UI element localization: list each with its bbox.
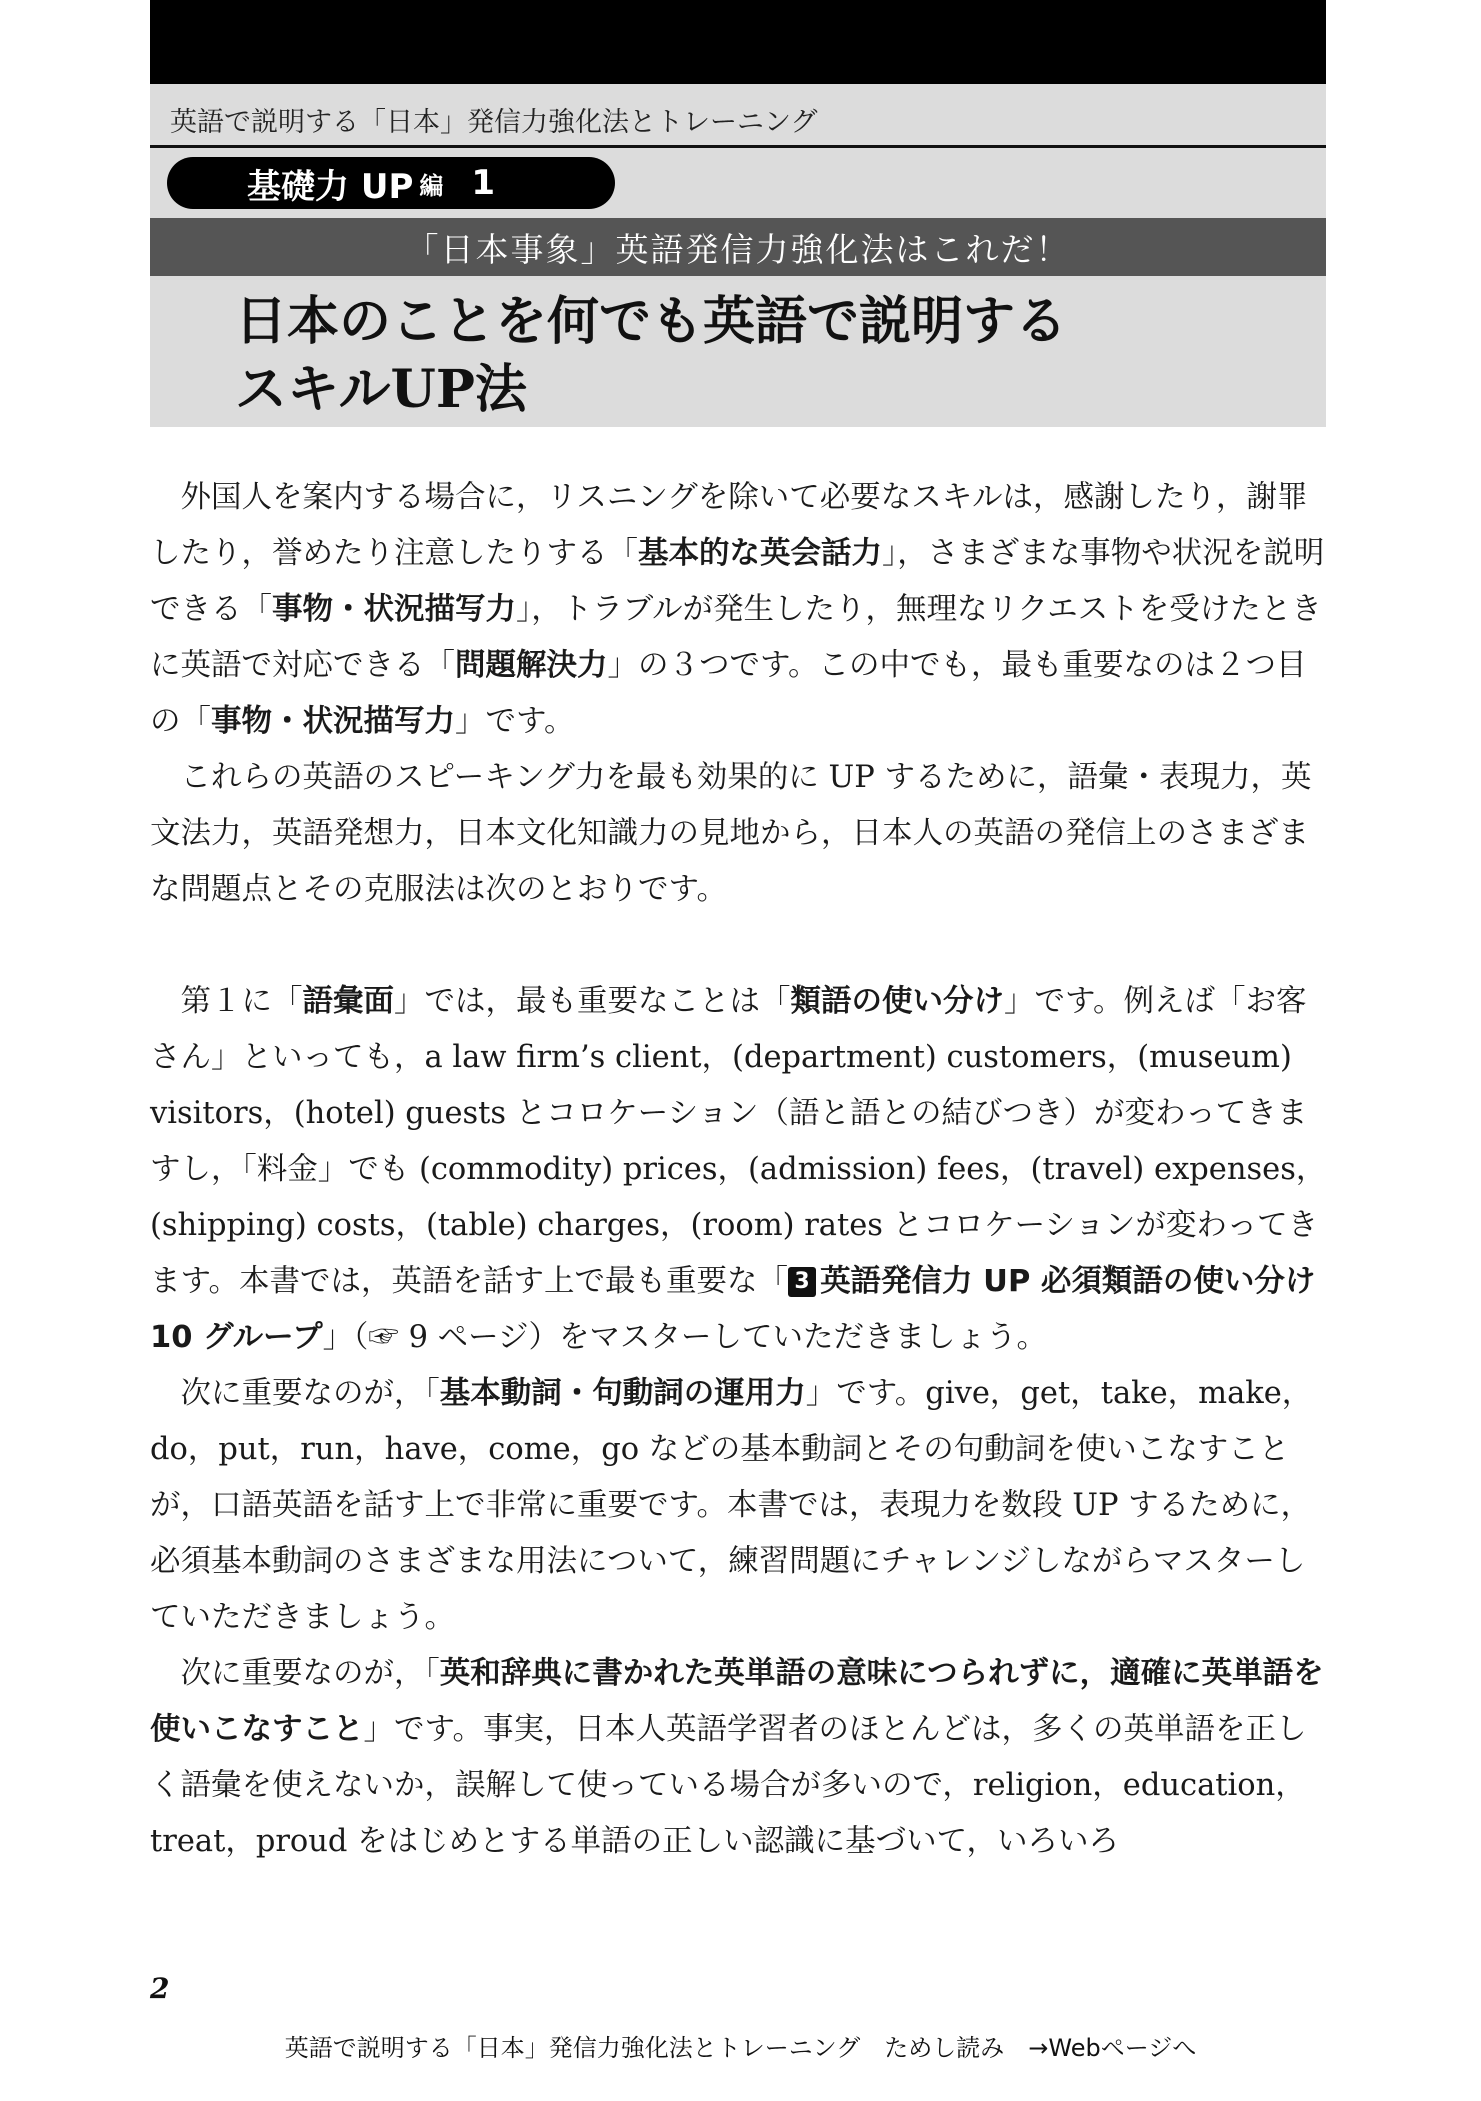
chapter-label: 基礎力 UP: [247, 166, 414, 207]
number-badge-icon: 3: [788, 1267, 816, 1297]
chapter-number: 1: [471, 163, 496, 203]
paragraph-5: [150, 1646, 1328, 1870]
text-run: 」（☞ 9 ページ）をマスターしていただきましょう。: [322, 1320, 1048, 1355]
emphasis-text: 問題解決力: [455, 648, 608, 683]
emphasis-text: 基本動詞・句動詞の運用力: [439, 1376, 806, 1411]
emphasis-text: 英語発信力 UP 必須類語の使い分け 10 グループ: [150, 1264, 1316, 1355]
text-run: 外国人を案内する場合に，リスニングを除いて必要なスキルは，感謝したり，謝罪したり，誉めたり注意したりする「: [150, 480, 1308, 571]
page-title-line-1: 日本のことを何でも英語で説明する: [235, 291, 1068, 352]
emphasis-text: 類語の使い分け: [790, 984, 1004, 1019]
paragraph-4: [150, 1366, 1328, 1646]
emphasis-text: 語彙面: [302, 984, 394, 1019]
text-run: 」です。事実，日本人英語学習者のほとんどは，多くの英単語を正しく語彙を使えないか，誤解して使っている場合が多いので，religion，education，treat，proud をはじめとする単語の正しい認識に基づいて，いろいろ: [150, 1712, 1307, 1859]
text-run: 次に重要なのが，「: [180, 1656, 440, 1691]
text-run: 」の３つです。この中でも，最も重要なのは２つ目の「: [150, 648, 1307, 739]
paragraph-2: これらの英語のスピーキング力を最も効果的に UP するために，語彙・表現力，英文法力，英語発想力，日本文化知識力の見地から，日本人の英語の発信上のさまざまな問題点とその克服法は次のとおりです。: [150, 760, 1312, 907]
chapter-badge: [167, 157, 615, 209]
page-title: [235, 288, 1067, 424]
emphasis-text: 英和辞典に書かれた英単語の意味につられずに，適確に英単語を使いこなすこと: [150, 1656, 1324, 1747]
text-run: 」です。例えば「お客さん」といっても，a law firm’s client，(department) customers，(museum) visitors，(hotel) guests とコロケーション（語と語との結びつき）が変わってきますし，「料金」でも (commodity) prices，(admission) fees，(travel) expenses，(shipping) costs，(table) charges，(room) rates とコロケーションが変わってきます。本書では，英語を話す上で最も重要な「: [150, 984, 1327, 1299]
text-run: 次に重要なのが，「: [180, 1376, 440, 1411]
section-subtitle: 「日本事象」英語発信力強化法はこれだ！: [150, 218, 1326, 276]
chapter-suffix: 編: [419, 171, 444, 200]
paragraph-1: [150, 470, 1328, 750]
web-page-link[interactable]: 英語で説明する「日本」発信力強化法とトレーニング ためし読み →Webページへ: [284, 2034, 1197, 2062]
paragraph-3: [150, 974, 1328, 1366]
header-divider: [150, 145, 1326, 148]
page-number: 2: [150, 1972, 170, 2005]
text-run: 」では，最も重要なことは「: [394, 984, 791, 1019]
text-run: 」です。give，get，take，make，do，put，run，have，come，go などの基本動詞とその句動詞を使いこなすことが，口語英語を話す上で非常に重要です。本書では，表現力を数段 UP するために，必須基本動詞のさまざまな用法について，練習問題にチャレンジしながらマスターしていただきましょう。: [150, 1376, 1313, 1635]
body-text: [150, 470, 1328, 1870]
text-run: 」です。: [455, 704, 575, 739]
emphasis-text: 基本的な英会話力: [638, 536, 882, 571]
text-run: 」，トラブルが発生したり，無理なリクエストを受けたときに英語で対応できる「: [150, 592, 1322, 683]
emphasis-text: 事物・状況描写力: [272, 592, 516, 627]
book-title: 英語で説明する「日本」発信力強化法とトレーニング: [170, 107, 818, 138]
top-black-bar: [150, 0, 1326, 84]
emphasis-text: 事物・状況描写力: [211, 704, 455, 739]
text-run: 」，さまざまな事物や状況を説明できる「: [150, 536, 1325, 627]
text-run: 第１に「: [180, 984, 303, 1019]
page-title-line-2: スキルUP法: [235, 359, 527, 420]
